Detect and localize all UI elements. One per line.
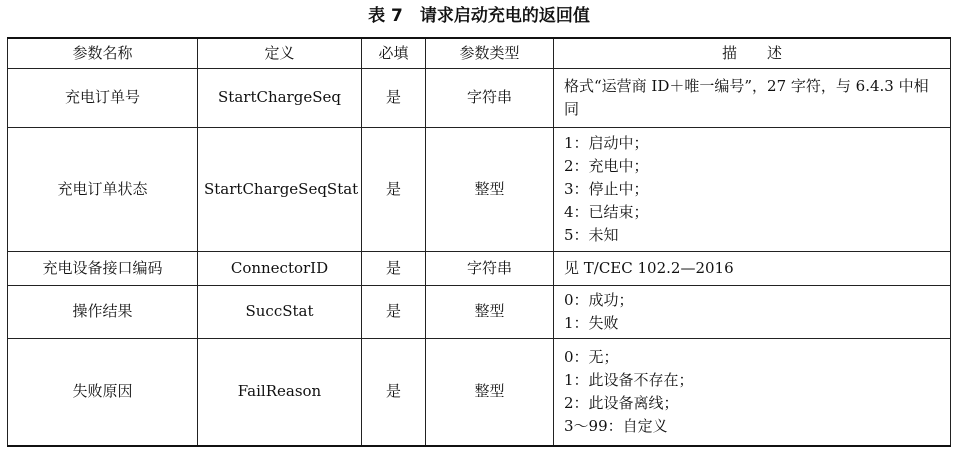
description-line: 1：失败	[564, 313, 619, 332]
table-row	[8, 338, 951, 446]
description-line: 1：此设备不存在；	[564, 370, 694, 389]
cell-param-type: 字符串	[426, 68, 554, 127]
cell-param-type: 字符串	[426, 251, 554, 285]
description-line: 3：停止中；	[564, 179, 649, 198]
header-param-name: 参数名称	[8, 38, 198, 68]
description-line: 0：成功；	[564, 290, 634, 309]
cell-definition: ConnectorID	[198, 251, 362, 285]
description-line: 2：此设备离线；	[564, 393, 679, 412]
cell-definition: FailReason	[198, 338, 362, 446]
cell-param-name: 操作结果	[8, 285, 198, 338]
cell-param-name: 失败原因	[8, 338, 198, 446]
description-line: 1：启动中；	[564, 133, 649, 152]
table-header-row	[8, 38, 951, 68]
description-line: 2：充电中；	[564, 156, 649, 175]
description-line: 0：无；	[564, 347, 619, 366]
cell-param-type: 整型	[426, 127, 554, 251]
table-row	[8, 127, 951, 251]
description-line: 3～99：自定义	[564, 416, 668, 435]
cell-definition: StartChargeSeqStat	[198, 127, 362, 251]
cell-description	[554, 338, 951, 446]
header-description: 描 述	[554, 38, 951, 68]
cell-required: 是	[362, 251, 426, 285]
table-row	[8, 68, 951, 127]
return-values-table	[7, 37, 951, 447]
cell-description	[554, 251, 951, 285]
header-definition: 定义	[198, 38, 362, 68]
cell-definition: StartChargeSeq	[198, 68, 362, 127]
header-required: 必填	[362, 38, 426, 68]
table-row	[8, 285, 951, 338]
cell-definition: SuccStat	[198, 285, 362, 338]
description-line: 5：未知	[564, 225, 619, 244]
cell-description	[554, 285, 951, 338]
cell-param-name: 充电设备接口编码	[8, 251, 198, 285]
header-param-type: 参数类型	[426, 38, 554, 68]
cell-required: 是	[362, 338, 426, 446]
cell-description	[554, 68, 951, 127]
cell-required: 是	[362, 68, 426, 127]
table-row	[8, 251, 951, 285]
description-line: 见 T/CEC 102.2—2016	[564, 258, 734, 277]
cell-required: 是	[362, 127, 426, 251]
description-line: 格式“运营商 ID＋唯一编号”，27 字符，与 6.4.3 中相同	[564, 76, 929, 118]
table-caption: 表 7 请求启动充电的返回值	[368, 6, 590, 26]
cell-param-name: 充电订单号	[8, 68, 198, 127]
cell-param-type: 整型	[426, 285, 554, 338]
cell-param-type: 整型	[426, 338, 554, 446]
cell-required: 是	[362, 285, 426, 338]
cell-param-name: 充电订单状态	[8, 127, 198, 251]
description-line: 4：已结束；	[564, 202, 649, 221]
cell-description	[554, 127, 951, 251]
